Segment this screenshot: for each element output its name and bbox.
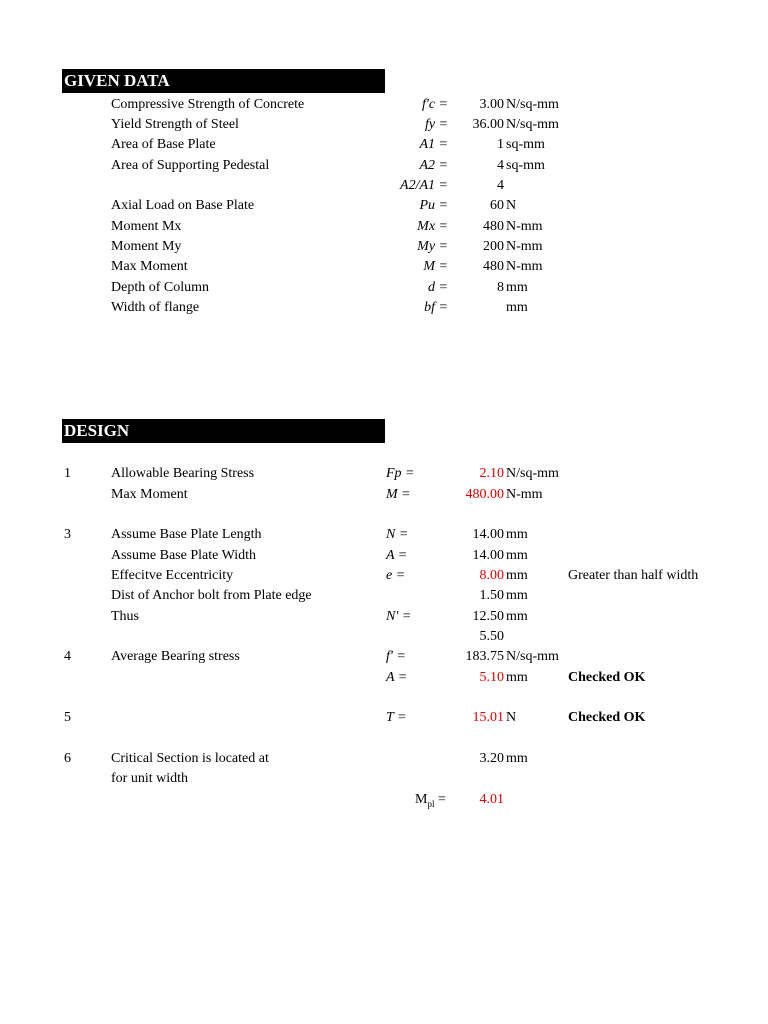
symbol-subscript: pl xyxy=(427,798,435,809)
row-unit: sq-mm xyxy=(506,158,545,173)
row-label: Critical Section is located at xyxy=(111,751,269,766)
row-symbol: f' = xyxy=(386,649,406,664)
row-label: Depth of Column xyxy=(111,280,209,295)
row-unit: N/sq-mm xyxy=(506,649,559,664)
row-symbol: A1 = xyxy=(419,137,448,152)
row-unit: sq-mm xyxy=(506,137,545,152)
row-symbol: A = xyxy=(386,670,408,685)
design-row-t xyxy=(0,708,768,728)
given-row-pu xyxy=(0,196,768,216)
design-row-critical xyxy=(0,749,768,769)
given-data-header: GIVEN DATA xyxy=(62,69,385,93)
row-symbol: My = xyxy=(417,239,448,254)
design-row-n xyxy=(0,525,768,545)
row-value: 12.50 xyxy=(472,609,504,624)
row-value: 4.01 xyxy=(479,792,504,807)
design-row-a2 xyxy=(0,668,768,688)
row-unit: mm xyxy=(506,280,528,295)
row-label: Width of flange xyxy=(111,300,200,315)
row-unit: N-mm xyxy=(506,259,543,274)
row-unit: N/sq-mm xyxy=(506,97,559,112)
design-row-fp xyxy=(0,464,768,484)
row-label: Yield Strength of Steel xyxy=(111,117,239,132)
row-label: Allowable Bearing Stress xyxy=(111,466,255,481)
given-row-fy xyxy=(0,115,768,135)
row-symbol: A2 = xyxy=(419,158,448,173)
row-unit: mm xyxy=(506,609,528,624)
row-unit: mm xyxy=(506,751,528,766)
row-symbol: A2/A1 = xyxy=(400,178,448,193)
given-row-fc xyxy=(0,95,768,115)
row-value: 4 xyxy=(497,158,504,173)
row-unit: N-mm xyxy=(506,219,543,234)
row-value: 480.00 xyxy=(465,487,504,502)
step-number: 6 xyxy=(64,751,71,766)
row-value: 60 xyxy=(490,198,504,213)
design-row-mpl xyxy=(0,790,768,810)
row-value: 3.20 xyxy=(479,751,504,766)
row-symbol: d = xyxy=(428,280,448,295)
row-label: Assume Base Plate Width xyxy=(111,548,256,563)
row-value: 5.10 xyxy=(479,670,504,685)
row-symbol xyxy=(415,790,446,814)
row-value: 480 xyxy=(483,219,504,234)
row-value: 3.00 xyxy=(479,97,504,112)
row-symbol: fy = xyxy=(424,117,448,132)
design-row-unitwidth xyxy=(0,769,768,789)
row-unit: mm xyxy=(506,588,528,603)
given-row-my xyxy=(0,237,768,257)
given-row-a1 xyxy=(0,135,768,155)
row-unit: N-mm xyxy=(506,239,543,254)
design-row-anchor xyxy=(0,586,768,606)
row-unit: N/sq-mm xyxy=(506,466,559,481)
design-row-m xyxy=(0,485,768,505)
row-value: 8 xyxy=(497,280,504,295)
row-symbol: N = xyxy=(386,527,409,542)
row-unit: mm xyxy=(506,527,528,542)
step-number: 1 xyxy=(64,466,71,481)
row-value: 480 xyxy=(483,259,504,274)
row-symbol: Fp = xyxy=(386,466,415,481)
row-value: 14.00 xyxy=(472,527,504,542)
design-row-fprime xyxy=(0,647,768,667)
step-number: 3 xyxy=(64,527,71,542)
step-number: 4 xyxy=(64,649,71,664)
row-label: Moment My xyxy=(111,239,182,254)
check-status: Checked OK xyxy=(568,670,646,685)
row-unit: mm xyxy=(506,300,528,315)
row-value: 36.00 xyxy=(472,117,504,132)
symbol-main: M xyxy=(415,792,428,807)
row-label: Max Moment xyxy=(111,259,188,274)
row-value: 4 xyxy=(497,178,504,193)
row-unit: N xyxy=(506,710,517,725)
row-label: Assume Base Plate Length xyxy=(111,527,262,542)
given-row-d xyxy=(0,278,768,298)
row-value: 200 xyxy=(483,239,504,254)
row-value: 5.50 xyxy=(479,629,504,644)
given-row-a2a1 xyxy=(0,176,768,196)
design-row-extra xyxy=(0,627,768,647)
row-symbol: M = xyxy=(386,487,411,502)
row-unit: N-mm xyxy=(506,487,543,502)
row-label: Compressive Strength of Concrete xyxy=(111,97,305,112)
row-label: Axial Load on Base Plate xyxy=(111,198,255,213)
row-label: Thus xyxy=(111,609,139,624)
row-symbol: T = xyxy=(386,710,407,725)
design-header: DESIGN xyxy=(62,419,385,443)
check-status: Checked OK xyxy=(568,710,646,725)
row-value: 15.01 xyxy=(472,710,504,725)
design-row-nprime xyxy=(0,607,768,627)
row-symbol: N' = xyxy=(386,609,412,624)
row-value: 8.00 xyxy=(479,568,504,583)
row-unit: N/sq-mm xyxy=(506,117,559,132)
symbol-equals: = xyxy=(434,792,446,807)
row-label: Dist of Anchor bolt from Plate edge xyxy=(111,588,312,603)
row-label: Average Bearing stress xyxy=(111,649,240,664)
row-value: 1.50 xyxy=(479,588,504,603)
row-value: 14.00 xyxy=(472,548,504,563)
row-symbol: Pu = xyxy=(419,198,448,213)
row-note: Greater than half width xyxy=(568,568,699,583)
row-label: Max Moment xyxy=(111,487,188,502)
row-label: Area of Supporting Pedestal xyxy=(111,158,270,173)
row-symbol: bf = xyxy=(424,300,448,315)
step-number: 5 xyxy=(64,710,71,725)
row-symbol: M = xyxy=(423,259,448,274)
given-row-mx xyxy=(0,217,768,237)
given-row-m xyxy=(0,257,768,277)
row-label: Effecitve Eccentricity xyxy=(111,568,234,583)
design-row-a xyxy=(0,546,768,566)
row-label: Moment Mx xyxy=(111,219,182,234)
row-unit: mm xyxy=(506,670,528,685)
given-row-bf xyxy=(0,298,768,318)
row-label: Area of Base Plate xyxy=(111,137,216,152)
row-unit: mm xyxy=(506,548,528,563)
row-symbol: f'c = xyxy=(421,97,448,112)
row-symbol: e = xyxy=(386,568,406,583)
row-unit: mm xyxy=(506,568,528,583)
row-label: for unit width xyxy=(111,771,188,786)
row-symbol: Mx = xyxy=(417,219,448,234)
row-value: 2.10 xyxy=(479,466,504,481)
given-row-a2 xyxy=(0,156,768,176)
design-row-e xyxy=(0,566,768,586)
row-value: 183.75 xyxy=(465,649,504,664)
row-symbol: A = xyxy=(386,548,408,563)
row-unit: N xyxy=(506,198,517,213)
row-value: 1 xyxy=(497,137,504,152)
